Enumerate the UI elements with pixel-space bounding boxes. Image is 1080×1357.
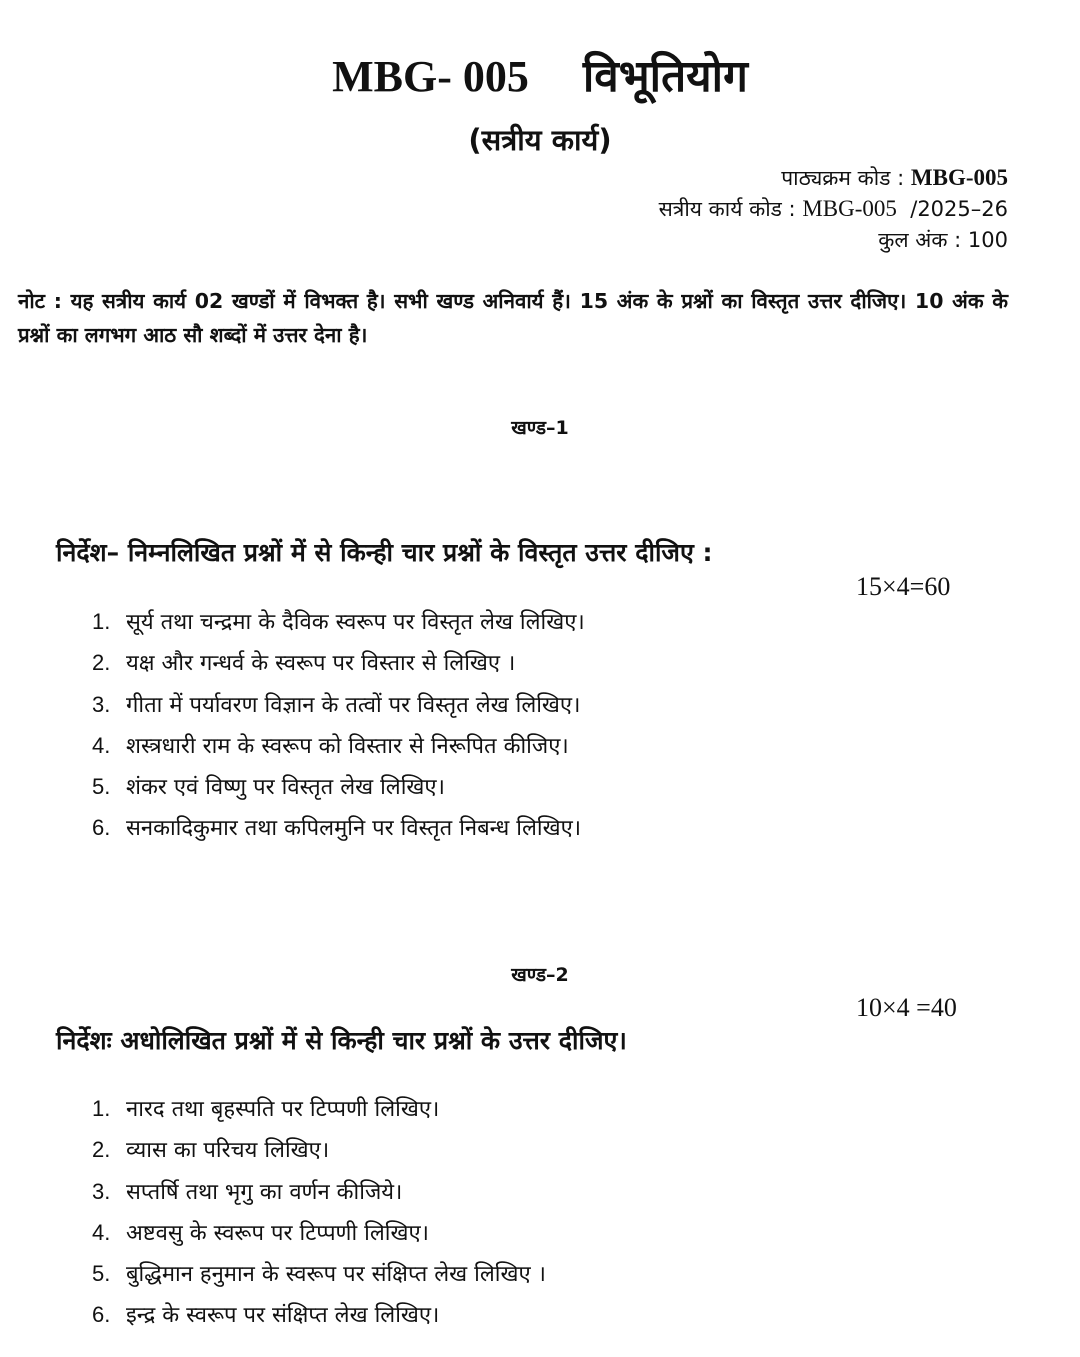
question-item <box>92 601 585 642</box>
course-code-label: पाठ्यक्रम कोड : <box>781 166 905 190</box>
question-text: शस्त्रधारी राम के स्वरूप को विस्तार से निरूपित कीजिए। <box>126 733 569 759</box>
question-text: नारद तथा बृहस्पति पर टिप्पणी लिखिए। <box>126 1097 440 1122</box>
course-code-value: MBG-005 <box>910 165 1008 190</box>
question-text: शंकर एवं विष्णु पर विस्तृत लेख लिखिए। <box>126 775 445 801</box>
question-number: 2. <box>92 1137 111 1163</box>
question-item <box>92 642 585 683</box>
total-marks-line <box>878 225 1008 255</box>
question-item <box>92 725 585 766</box>
course-name: विभूतियोग <box>582 51 748 102</box>
question-item <box>92 766 585 807</box>
question-number: 1. <box>92 609 111 634</box>
question-text: सूर्य तथा चन्द्रमा के दैविक स्वरूप पर विस्तृत लेख लिखिए। <box>126 610 585 635</box>
question-item <box>92 807 585 848</box>
question-text: सनकादिकुमार तथा कपिलमुनि पर विस्तृत निबन्ध लिखिए। <box>126 816 582 842</box>
question-number: 6. <box>92 1302 111 1328</box>
question-number: 6. <box>92 815 111 841</box>
question-number: 4. <box>92 1219 111 1245</box>
section-1-heading: खण्ड–1 <box>511 417 569 439</box>
assignment-note: नोट : यह सत्रीय कार्य 02 खण्डों में विभक्त है। सभी खण्ड अनिवार्य हैं। 15 अंक के प्रश्नों का विस्तृत उत्तर दीजिए। 10 अंक के प्रश्नों का लगभग आठ सौ शब्दों में उत्तर देना है। <box>18 289 1008 347</box>
total-marks-value: 100 <box>967 228 1008 252</box>
question-text: गीता में पर्यावरण विज्ञान के तत्वों पर विस्तृत लेख लिखिए। <box>126 692 581 718</box>
assignment-code-year: /2025–26 <box>910 197 1008 221</box>
question-item <box>92 1253 546 1294</box>
section-2-heading: खण्ड–2 <box>511 964 569 986</box>
question-item <box>92 1294 546 1335</box>
question-item <box>92 1129 546 1170</box>
question-text: यक्ष और गन्धर्व के स्वरूप पर विस्तार से लिखिए । <box>126 651 516 677</box>
question-number: 1. <box>92 1096 111 1121</box>
question-item <box>92 1171 546 1212</box>
question-number: 5. <box>92 1261 111 1287</box>
question-item <box>92 684 585 725</box>
page-title <box>0 52 1080 102</box>
course-code-line <box>781 163 1008 193</box>
section-1-marks: 15×4=60 <box>856 572 951 601</box>
section-2-marks: 10×4 =40 <box>856 993 957 1022</box>
question-number: 2. <box>92 650 111 676</box>
question-number: 4. <box>92 732 111 758</box>
section-2-instruction: निर्देशः अधोलिखित प्रश्नों में से किन्ही चार प्रश्नों के उत्तर दीजिए। <box>56 1026 627 1055</box>
question-number: 3. <box>92 691 111 717</box>
question-item <box>92 1088 546 1129</box>
question-text: अष्टवसु के स्वरूप पर टिप्पणी लिखिए। <box>126 1220 429 1246</box>
section-1-question-list <box>92 601 585 849</box>
total-marks-label: कुल अंक : <box>878 228 962 252</box>
assignment-code-value: MBG-005 <box>802 196 897 221</box>
assignment-code-label: सत्रीय कार्य कोड : <box>658 197 796 221</box>
course-code-title: MBG- 005 <box>332 52 529 101</box>
question-text: व्यास का परिचय लिखिए। <box>126 1138 330 1164</box>
assignment-code-line <box>659 194 1008 224</box>
question-number: 5. <box>92 774 111 800</box>
question-number: 3. <box>92 1178 111 1204</box>
section-2-question-list <box>92 1088 546 1336</box>
question-text: इन्द्र के स्वरूप पर संक्षिप्त लेख लिखिए। <box>126 1303 440 1329</box>
question-text: बुद्धिमान हनुमान के स्वरूप पर संक्षिप्त लेख लिखिए । <box>126 1262 546 1288</box>
question-item <box>92 1212 546 1253</box>
question-text: सप्तर्षि तथा भृगु का वर्णन कीजिये। <box>126 1179 403 1205</box>
page-subtitle: (सत्रीय कार्य) <box>468 123 612 157</box>
section-1-instruction: निर्देश– निम्नलिखित प्रश्नों में से किन्ही चार प्रश्नों के विस्तृत उत्तर दीजिए : <box>56 538 713 567</box>
